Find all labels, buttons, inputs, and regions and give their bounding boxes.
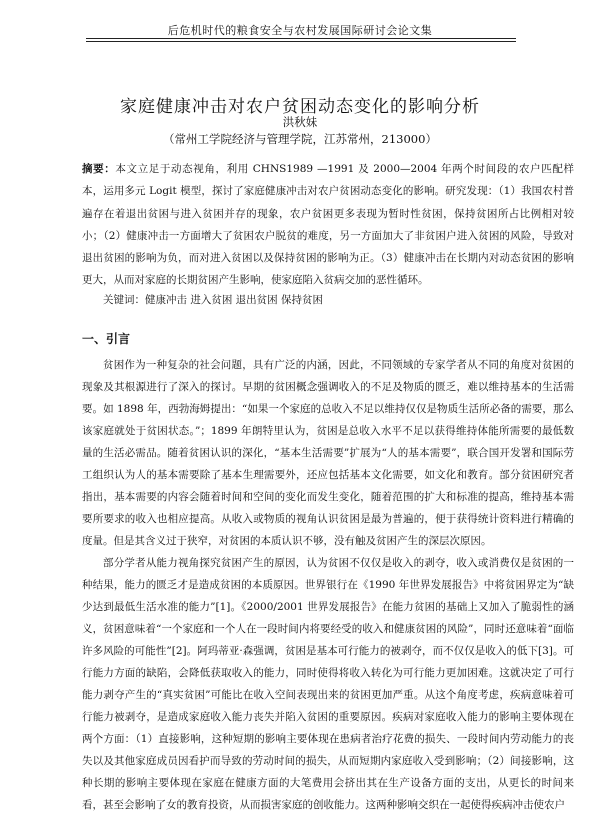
section-heading: 一、引言: [82, 332, 131, 346]
paper-affiliation: （常州工学院经济与管理学院，江苏常州，213000）: [163, 132, 437, 146]
abstract-label: 摘要：: [82, 163, 116, 175]
paper-author: 洪秋妹: [282, 115, 318, 129]
abstract-text: 本文立足于动态视角，利用 CHNS1989 —1991 及 2000—2004 年两个时间段的农户匹配样本，运用多元 Logit 模型，探讨了家庭健康冲击对农户贫困动态变化的影响。研究发现：（1）我国农村普遍存在着退出贫困与进入贫困并存的现象，农户贫困更多表现为暂时性贫困，保持贫困所占比例相对较小；（2）健康冲击一方面增大了贫困农户脱贫的难度，另一方面加大了非贫困户进入贫困的风险，导致对退出贫困的影响为负，而对进入贫困以及保持贫困的影响为正。（3）健康冲击在长期内对动态贫困的影响更大，从而对家庭的长期贫困产生影响，使家庭陷入贫病交加的恶性循环。: [82, 163, 575, 287]
header-rule: [86, 38, 516, 42]
body-paragraph-2: 部分学者从能力视角探究贫困产生的原因，认为贫困不仅仅是收入的剥夺，收入或消费仅是贫困的一种结果，能力的匮乏才是造成贫困的本质原因。世界银行在《1990 年世界发展报告》中将贫困界定为“缺少达到最低生活水准的能力”[1]。《2000/2001 世界发展报告》在能力贫困的基础上又加入了脆弱性的涵义，贫困意味着“一个家庭和一个人在一段时间内将要经受的收入和健康贫困的风险”，同时还意味着“面临许多风险的可能性”[2]。阿玛蒂亚·森强调，贫困是基本可行能力的被剥夺，而不仅仅是收入的低下[3]。可行能力方面的缺陷，会降低获取收入的能力，同时使得将收入转化为可行能力更加困难。这就决定了可行能力剥夺产生的“真实贫困”可能比在收入空间表现出来的贫困更加严重。从这个角度考虑，疾病意味着可行能力被剥夺，是造成家庭收入能力丧失并陷入贫困的重要原因。疾病对家庭收入能力的影响主要体现在两个方面：（1）直接影响，这种短期的影响主要体现在患病者治疗花费的损失、一段时间内劳动能力的丧失以及其他家庭成员因看护而导致的劳动时间的损失，从而短期内家庭收入受到影响；（2）间接影响，这种长期的影响主要体现在家庭在健康方面的大笔费用会挤出其在生产设备方面的支出，从更长的时间来看，甚至会影响了女的教育投资，从而损害家庭的创收能力。这两种影响交织在一起使得疾病冲击使农户: [82, 557, 574, 811]
abstract: [82, 158, 574, 292]
paper-title: 家庭健康冲击对农户贫困动态变化的影响分析: [120, 97, 480, 117]
keywords-label: 关键词：: [103, 294, 145, 306]
body-paragraph-1: 贫困作为一种复杂的社会问题，具有广泛的内涵，因此，不同领域的专家学者从不同的角度对贫困的现象及其根源进行了深入的探讨。早期的贫困概念强调收入的不足及物质的匮乏，难以维持基本的生活需要。如 1898 年，西勃海姆提出：“如果一个家庭的总收入不足以维持仅仅是物质生活所必备的需要，那么该家庭就处于贫困状态。”；1899 年朗特里认为，贫困是总收入水平不足以获得维持体能所需要的最低数量的生活必需品。随着贫困认识的深化，“基本生活需要”扩展为“人的基本需要”，联合国开发署和国际劳工组织认为人的基本需要除了基本生理需要外，还应包括基本文化需要，如文化和教育。部分贫困研究者指出，基本需要的内容会随着时间和空间的变化而发生变化，随着范围的扩大和标准的提高，维持基本需要所要求的收入也相应提高。从收入或物质的视角认识贫困是最为普遍的，便于获得统计资料进行精确的度量。但是其含义过于狭窄，对贫困的本质认识不够，没有触及贫困产生的深层次原因。: [82, 359, 574, 547]
keywords: [82, 292, 574, 308]
running-head: 后危机时代的粮食安全与农村发展国际研讨会论文集: [167, 24, 433, 37]
keywords-text: 健康冲击 进入贫困 退出贫困 保持贫困: [145, 294, 324, 306]
